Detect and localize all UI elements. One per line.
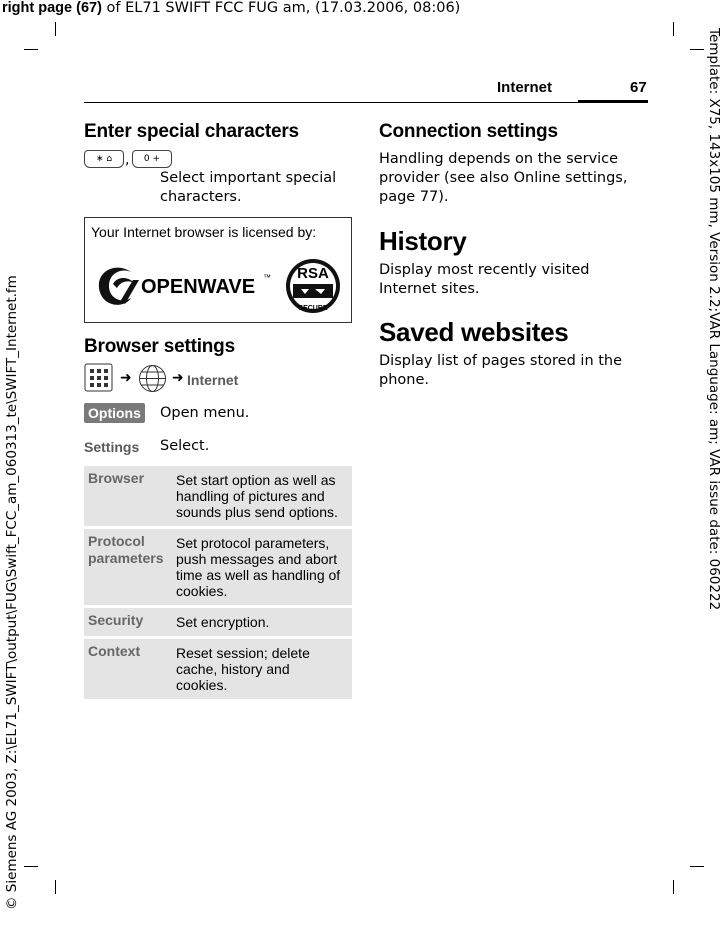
globe-icon	[138, 364, 167, 393]
running-header-title: Internet	[497, 79, 553, 96]
table-value: Reset session; delete cache, history and cookies.	[174, 638, 352, 701]
openwave-trademark: ™	[263, 273, 271, 282]
crop-mark	[690, 866, 704, 867]
settings-softkey-label: Settings	[84, 439, 140, 455]
section-heading-connection-settings: Connection settings	[379, 121, 558, 142]
openwave-wordmark: OPENWAVE	[141, 276, 256, 298]
rsa-secure-logo	[286, 259, 340, 313]
arrow-right-icon: ➜	[120, 370, 132, 386]
template-info: Template: X75, 143x105 mm, Version 2.2;VAR Language: am; VAR issue date: 060222	[706, 28, 722, 611]
settings-description: Select.	[160, 438, 210, 454]
crop-mark	[673, 880, 674, 894]
crop-mark	[24, 49, 38, 50]
section-heading-saved-websites: Saved websites	[379, 317, 569, 347]
table-key: Protocol parameters	[84, 528, 174, 607]
crop-mark	[690, 49, 704, 50]
options-description: Open menu.	[160, 405, 250, 421]
browser-settings-table	[84, 466, 352, 702]
arrow-right-icon: ➜	[172, 370, 184, 386]
connection-settings-text: Handling depends on the service provider (see also Online settings, page 77).	[379, 151, 628, 205]
section-heading-history: History	[379, 226, 467, 256]
internet-menu-label: Internet	[187, 372, 239, 388]
license-text: Your Internet browser is licensed by:	[91, 224, 317, 240]
table-row	[84, 607, 352, 638]
table-key: Security	[84, 607, 174, 638]
header-rule	[84, 102, 648, 103]
copyright-path: © Siemens AG 2003, Z:\EL71_SWIFT\output\FUG\Swift_FCC_am_060313_te\SWIFT_Internet.fm	[4, 275, 20, 910]
crop-mark	[55, 22, 56, 36]
table-row	[84, 528, 352, 607]
saved-websites-text: Display list of pages stored in the phone.	[379, 353, 623, 388]
rsa-wordmark: RSA	[297, 265, 329, 282]
header-rule-accent	[578, 100, 648, 103]
license-box	[84, 217, 352, 323]
section-heading-browser-settings: Browser settings	[84, 336, 235, 357]
openwave-swirl-icon	[99, 268, 139, 305]
rsa-secure-text: SECURE	[298, 305, 328, 312]
zero-key-icon: 0 +	[132, 150, 172, 168]
special-characters-description: Select important special characters.	[160, 170, 337, 205]
table-value: Set start option as well as handling of pictures and sounds plus send options.	[174, 466, 352, 528]
section-heading-special-characters: Enter special characters	[84, 121, 299, 142]
options-softkey: Options	[84, 403, 145, 423]
table-value: Set encryption.	[174, 607, 352, 638]
table-row	[84, 466, 352, 528]
key-separator: ,	[125, 152, 130, 168]
crop-mark	[24, 866, 38, 867]
print-job-details: of EL71 SWIFT FCC FUG am, (17.03.2006, 08:06)	[101, 0, 461, 16]
history-text: Display most recently visited Internet sites.	[379, 262, 590, 297]
table-value: Set protocol parameters, push messages and abort time as well as handling of cookies.	[174, 528, 352, 607]
table-key: Context	[84, 638, 174, 701]
print-job-page: right page (67)	[2, 0, 102, 16]
crop-mark	[55, 880, 56, 894]
openwave-logo	[95, 258, 345, 314]
crop-mark	[673, 22, 674, 36]
print-job-header	[2, 0, 460, 16]
menu-key-icon	[84, 363, 114, 393]
table-key: Browser	[84, 466, 174, 528]
star-key-icon: ∗ ⌂	[84, 150, 124, 168]
table-row	[84, 638, 352, 701]
page-number: 67	[630, 79, 647, 96]
